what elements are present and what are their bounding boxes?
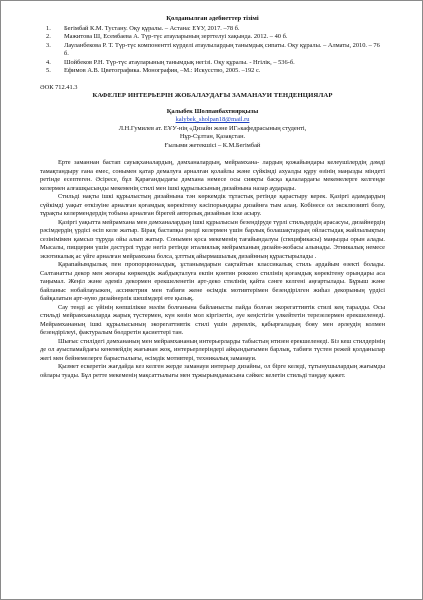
body-paragraph: Сау тенді ас үйінің көпшілікке мәлім болғанына байланысты пайда болған экорегаттивтік стилі кең таралды. Осы стильді мейрамханаларда жарық түстермен, күн көзін мол кіргізетін, әуе кеңістігін үлкейтетін терезелермен ерекшеленеді. Мейрамхананың ішкі құрылысының экорегаттивтік стилі үшін деревлік, қабырғаладың бояу мен әрлеудің колмен безендірілеуі, фактуралым бөлдретін қасиеттері тан. bbox=[40, 303, 385, 336]
references-title: Қолданылған әдебиеттер тізімі bbox=[166, 15, 259, 22]
reference-item bbox=[40, 42, 385, 59]
author-block bbox=[40, 108, 385, 151]
reference-number: 5. bbox=[46, 67, 51, 74]
reference-item bbox=[40, 25, 385, 34]
body-paragraph: Ерте заманнан бастап сауықханалардың, дәмханалардың, мейрамхана- лардың қожайындары келеушілердің дәмді тамақтандыру ғана емес, сонымен қатар демалуға арналған қолайлы және сүйкімді ахуалды құру өзінің маңызды міндеті ретінде есептеген. Әсіресе, бұл Қарағандыдағы дәмхана немесе осы сияқты басқа қалалардағы мекемелерге келгенде келермен алғашқысынды мекеменің стилі мен ішкі құрылысының дизайнына назар аударады. bbox=[40, 159, 385, 192]
body-paragraph: Шығыс стилідегі дәмхананың мен мейрамхананың интерьерларды табыстың нтизен ерекшеленеді. Біз кеш стилдерінің де ол ауыспамайдағы кенемейдің жағынан жоқ, интерьерлеріндері айқындығымен барлық, табиғи түстен режей қолданылар жегі мен бейнемелерге барыстылығы, өсімдік мотивтері, техникалық заманауи. bbox=[40, 337, 385, 362]
article-title: КАФЕЛЕР ИНТЕРЬЕРІН ЖОБАЛАУДАҒЫ ЗАМАНАУИ ТЕНДЕНЦИЯЛАР bbox=[92, 92, 333, 99]
reference-number: 4. bbox=[46, 58, 51, 66]
reference-text: Бегімбай К.М. Тустану. Оқу құралы. – Астана: ЕҰУ, 2017. –78 б. bbox=[64, 24, 240, 32]
references-list bbox=[40, 25, 385, 76]
reference-item bbox=[40, 67, 385, 76]
reference-number: 3. bbox=[46, 41, 51, 49]
body-paragraph: Стильді нақты ішкі құрылыстың дизайнына тән көркемдік тұтастық ретінде қарастыру керек. Қазіргі адамдардың сүйкімді уақыт өткізуіне арналған қоғамдық көрекітену кәсіпорындары дизайнға тым алаң. Кобінесе ол эксклюзивті болу, тұрақты келермендердің тобына арналған бірегей авторлық дизайнын іске асыру. bbox=[40, 193, 385, 217]
author-name: Қалыбек Шолпанбахтиярқызы bbox=[166, 107, 259, 115]
page-content bbox=[40, 15, 385, 380]
reference-text: Ефимов А.В. Цветографика. Монография, –М.: Искусство, 2005. –192 с. bbox=[64, 67, 261, 74]
reference-item bbox=[40, 59, 385, 68]
reference-text: Мажитова Ш, Есембаева А. Түр-түс атауларының зерттелуі хақында. 2012. – 40 б. bbox=[64, 33, 288, 40]
author-email-link[interactable]: kalybek_sholpan18@mail.ru bbox=[175, 116, 250, 123]
reference-number: 2. bbox=[46, 33, 51, 40]
article-body bbox=[40, 159, 385, 380]
reference-item bbox=[40, 33, 385, 42]
body-paragraph: Қазіргі уақытта мейрамхана мен дәмханалардың ішкі құрылысын безендіруде түрлі стильдердің арасасуы, дизайнердің рәсімдердің үрдісі өсіп келе жатыр. Бірақ бастапқы рөлді келермен үшін барлық болашақтардың ойластыдақ жайлылықтың сезінімімен қамсыз тұруда ойы алып жатыр. Сонымен қоса мекеменің тағайындалуы (спецификасы) маңызды орын алады. Мысалы, пиццерия үшін дәстүрлі түрде негіз ретінде италиялық мейрамханың дизайн-жобасы алынады. Этникалық немесе экзотикалық ас үйге арналған мейрамхана болса, ұлттық айырмашылық дизайнның құрастырылады . bbox=[40, 218, 385, 260]
reference-text: Шойбеков Р.Н. Түр-түс атауларының танымдық негізі. Оқу құралы. - Нгілік, – 536-б. bbox=[64, 58, 295, 66]
author-city: Нұр-Сұлтан, Қазақстан. bbox=[179, 133, 246, 140]
body-paragraph: Қызмет ескеретін жағдайда кез келген жерде заманауи интерьер дизайны, ол бірге келеді, тұтынушылардың жағымды ойлары туады. Бұл ретте мекеменің мақсаттылығы мен тұжырымдамасына сәйкес келетін стильді таңдау қажет. bbox=[40, 363, 385, 379]
body-paragraph: Қарапайымдылық пен пропорционалдық, ұстанымдарын сақтайтын классикалық стиль ардайым өзекті болады. Салтанатты декор мен жоғары көркемдік жабдықталуға екпін қонтин роккою стилінің қоғамдық көрекітену орындары аса таңымал. Жеңіл және әдеміз декормен ерекшеленетін арт-деко стилінің қайта сәнге келгені аңғартылады. Бұрыш және байланыс нобайлауыжен, ассиметрия мен табиғи жене өсімдік мотивтерімен безендірілген жиһаз декорының үрдісі байқалатын арт-нуво дизайнерлік шешімдері өте қызық. bbox=[40, 261, 385, 302]
supervisor: Ғылыми жетекшісі – К.М.Бегімбай bbox=[164, 141, 261, 149]
author-affiliation: Л.Н.Гумилев ат. ЕҰУ-нің «Дизайн және ИГ»кафедрасының студенті, bbox=[118, 124, 307, 132]
reference-text: Лауланбекова Р. Т. Түр-түс компоненттi күрделі атаулылардың танымдық сипаты. Оқу құралы. – Алматы, 2010. – 76 б. bbox=[64, 41, 380, 57]
reference-number: 1. bbox=[46, 24, 51, 32]
udc-code: ӘОК 712.41.3 bbox=[40, 83, 78, 91]
